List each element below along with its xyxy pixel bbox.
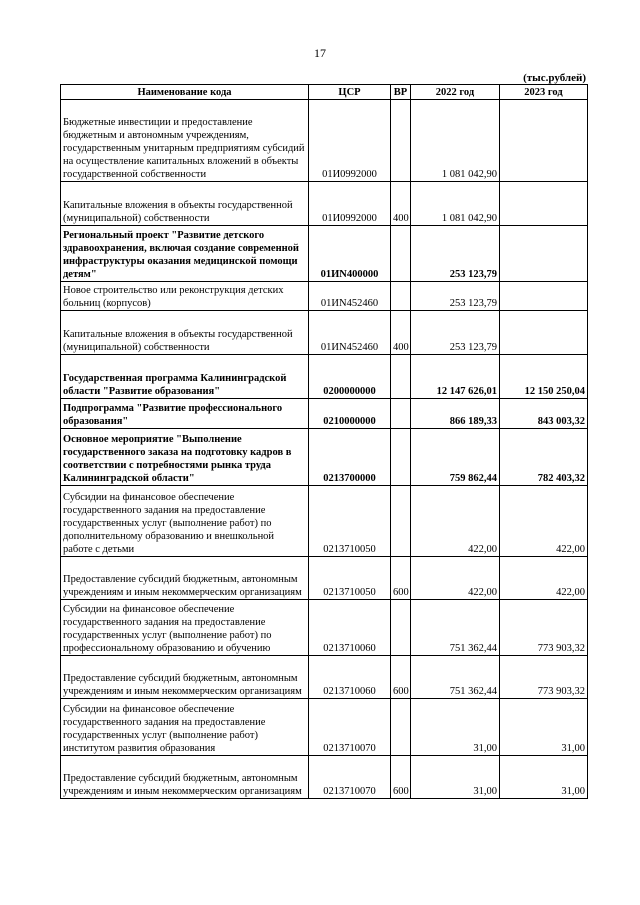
cell-name: Региональный проект "Развитие детского здравоохранения, включая создание современной инфраструктуры оказания медицинской помощи детям" xyxy=(61,226,309,282)
cell-name: Субсидии на финансовое обеспечение государственного задания на предоставление государственных услуг (выполнение работ) по профессиональному образованию и обучению xyxy=(61,600,309,656)
cell-2023 xyxy=(500,100,588,182)
cell-2023 xyxy=(500,282,588,311)
cell-2023 xyxy=(500,182,588,226)
header-csr: ЦСР xyxy=(309,85,391,100)
cell-2023: 773 903,32 xyxy=(500,600,588,656)
table-row xyxy=(61,311,588,355)
cell-name: Государственная программа Калининградской области "Развитие образования" xyxy=(61,355,309,399)
page-number: 17 xyxy=(314,46,326,60)
budget-table xyxy=(60,84,588,799)
cell-name: Основное мероприятие "Выполнение государственного заказа на подготовку кадров в соответствии с потребностями рынка труда Калининградской области" xyxy=(61,429,309,486)
cell-vr xyxy=(391,699,411,756)
table-row xyxy=(61,699,588,756)
cell-name: Капитальные вложения в объекты государственной (муниципальной) собственности xyxy=(61,182,309,226)
cell-2022: 12 147 626,01 xyxy=(411,355,500,399)
cell-csr: 0213700000 xyxy=(309,429,391,486)
cell-vr: 600 xyxy=(391,656,411,699)
table-row xyxy=(61,486,588,557)
cell-vr xyxy=(391,355,411,399)
table-row xyxy=(61,100,588,182)
header-vr: ВР xyxy=(391,85,411,100)
cell-2023 xyxy=(500,226,588,282)
cell-2022: 253 123,79 xyxy=(411,282,500,311)
cell-2023: 782 403,32 xyxy=(500,429,588,486)
table-row xyxy=(61,600,588,656)
cell-name: Предоставление субсидий бюджетным, автономным учреждениям и иным некоммерческим организациям xyxy=(61,557,309,600)
table-row xyxy=(61,756,588,799)
cell-2022: 31,00 xyxy=(411,756,500,799)
cell-2023: 773 903,32 xyxy=(500,656,588,699)
cell-2023: 12 150 250,04 xyxy=(500,355,588,399)
cell-vr: 600 xyxy=(391,756,411,799)
table-row xyxy=(61,355,588,399)
cell-vr xyxy=(391,486,411,557)
cell-name: Новое строительство или реконструкция детских больниц (корпусов) xyxy=(61,282,309,311)
cell-2023: 31,00 xyxy=(500,756,588,799)
cell-2022: 253 123,79 xyxy=(411,311,500,355)
cell-2022: 422,00 xyxy=(411,557,500,600)
cell-csr: 0213710070 xyxy=(309,756,391,799)
cell-vr xyxy=(391,226,411,282)
table-row xyxy=(61,399,588,429)
cell-csr: 0213710060 xyxy=(309,600,391,656)
cell-2022: 1 081 042,90 xyxy=(411,182,500,226)
cell-2023: 422,00 xyxy=(500,486,588,557)
cell-name: Подпрограмма "Развитие профессионального образования" xyxy=(61,399,309,429)
cell-vr xyxy=(391,282,411,311)
cell-2022: 759 862,44 xyxy=(411,429,500,486)
cell-vr xyxy=(391,399,411,429)
cell-csr: 01И0992000 xyxy=(309,182,391,226)
cell-vr xyxy=(391,600,411,656)
cell-vr: 400 xyxy=(391,311,411,355)
cell-2023 xyxy=(500,311,588,355)
cell-2023: 31,00 xyxy=(500,699,588,756)
cell-2022: 751 362,44 xyxy=(411,656,500,699)
cell-csr: 0213710060 xyxy=(309,656,391,699)
header-2022: 2022 год xyxy=(411,85,500,100)
cell-2022: 422,00 xyxy=(411,486,500,557)
cell-csr: 0213710070 xyxy=(309,699,391,756)
cell-name: Капитальные вложения в объекты государственной (муниципальной) собственности xyxy=(61,311,309,355)
cell-csr: 01ИN452460 xyxy=(309,282,391,311)
cell-2023: 422,00 xyxy=(500,557,588,600)
cell-csr: 0213710050 xyxy=(309,486,391,557)
table-row xyxy=(61,226,588,282)
cell-2023: 843 003,32 xyxy=(500,399,588,429)
table-row xyxy=(61,282,588,311)
table-row xyxy=(61,557,588,600)
cell-name: Бюджетные инвестиции и предоставление бюджетным и автономным учреждениям, государственным унитарным предприятиям субсидий на осуществление капитальных вложений в объекты государственной собственности xyxy=(61,100,309,182)
table-row xyxy=(61,182,588,226)
cell-name: Предоставление субсидий бюджетным, автономным учреждениям и иным некоммерческим организациям xyxy=(61,756,309,799)
header-name: Наименование кода xyxy=(61,85,309,100)
cell-csr: 0200000000 xyxy=(309,355,391,399)
cell-csr: 01ИN452460 xyxy=(309,311,391,355)
table-header-row xyxy=(61,85,588,100)
cell-name: Субсидии на финансовое обеспечение государственного задания на предоставление государственных услуг (выполнение работ) по дополнительному образованию и внешкольной работе с детьми xyxy=(61,486,309,557)
cell-name: Субсидии на финансовое обеспечение государственного задания на предоставление государственных услуг (выполнение работ) институтом развития образования xyxy=(61,699,309,756)
cell-csr: 01И0992000 xyxy=(309,100,391,182)
cell-vr: 400 xyxy=(391,182,411,226)
cell-csr: 0210000000 xyxy=(309,399,391,429)
table-row xyxy=(61,429,588,486)
cell-vr: 600 xyxy=(391,557,411,600)
cell-name: Предоставление субсидий бюджетным, автономным учреждениям и иным некоммерческим организациям xyxy=(61,656,309,699)
cell-2022: 31,00 xyxy=(411,699,500,756)
cell-2022: 866 189,33 xyxy=(411,399,500,429)
table-body xyxy=(61,100,588,799)
cell-2022: 1 081 042,90 xyxy=(411,100,500,182)
table-row xyxy=(61,656,588,699)
header-2023: 2023 год xyxy=(500,85,588,100)
units-label: (тыс.рублей) xyxy=(523,72,586,84)
cell-vr xyxy=(391,429,411,486)
cell-csr: 0213710050 xyxy=(309,557,391,600)
cell-2022: 751 362,44 xyxy=(411,600,500,656)
cell-vr xyxy=(391,100,411,182)
cell-2022: 253 123,79 xyxy=(411,226,500,282)
cell-csr: 01ИN400000 xyxy=(309,226,391,282)
